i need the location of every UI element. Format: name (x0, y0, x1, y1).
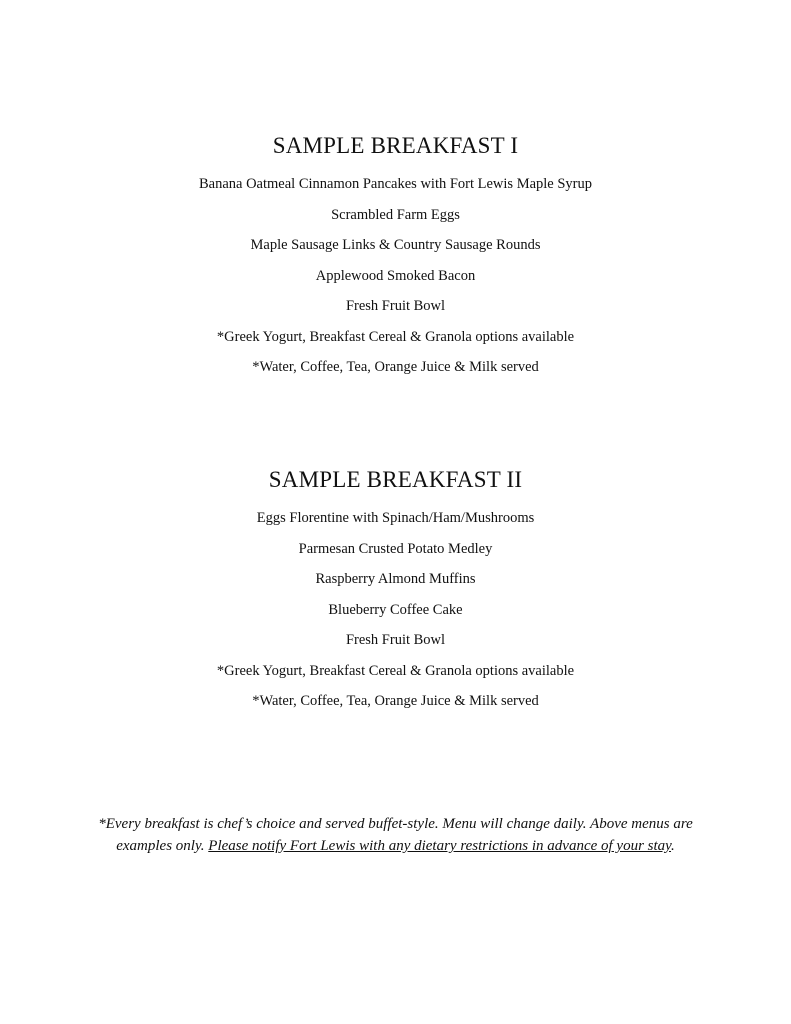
menu-item: *Greek Yogurt, Breakfast Cereal & Granola options available (216, 662, 575, 679)
menu-item: Scrambled Farm Eggs (331, 206, 460, 223)
menu-item: Applewood Smoked Bacon (315, 267, 476, 284)
menu-item: Parmesan Crusted Potato Medley (298, 540, 493, 557)
sample-breakfast-1-items (0, 169, 791, 383)
menu-item: Banana Oatmeal Cinnamon Pancakes with Fort Lewis Maple Syrup (198, 176, 593, 192)
sample-breakfast-2-items (0, 503, 791, 717)
footnote-end: . (671, 838, 675, 854)
sample-breakfast-1 (0, 131, 791, 383)
menu-item: *Water, Coffee, Tea, Orange Juice & Milk served (252, 693, 539, 709)
menu-item: *Water, Coffee, Tea, Orange Juice & Milk served (252, 359, 539, 375)
menu-item: Fresh Fruit Bowl (345, 298, 446, 314)
sample-breakfast-2 (0, 465, 791, 717)
sample-breakfast-1-title: SAMPLE BREAKFAST I (272, 133, 519, 158)
menu-item: Blueberry Coffee Cake (328, 601, 463, 618)
menu-item: Raspberry Almond Muffins (315, 571, 476, 587)
menu-item: Maple Sausage Links & Country Sausage Rounds (250, 237, 541, 253)
sample-breakfast-2-title: SAMPLE BREAKFAST II (268, 467, 523, 492)
menu-item: *Greek Yogurt, Breakfast Cereal & Granola options available (216, 328, 575, 345)
footnote (80, 813, 711, 857)
footnote-text: *Every breakfast is chef’s choice and served buffet-style. Menu will change daily. Above menus are examples only. (98, 816, 693, 854)
dietary-restrictions-notice: Please notify Fort Lewis with any dietary restrictions in advance of your stay (208, 838, 672, 854)
menu-item: Fresh Fruit Bowl (345, 632, 446, 648)
menu-item: Eggs Florentine with Spinach/Ham/Mushrooms (256, 510, 535, 526)
